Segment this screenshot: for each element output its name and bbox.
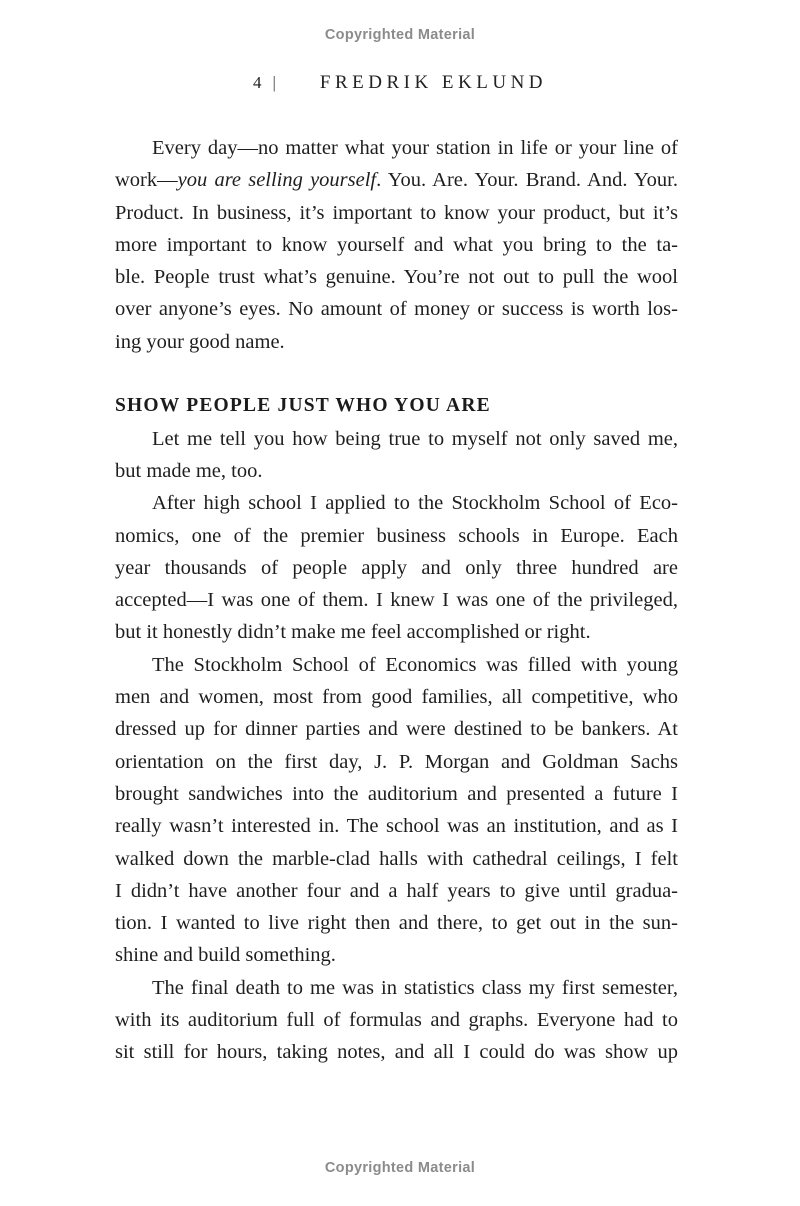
copyright-notice-bottom: Copyrighted Material (324, 1160, 476, 1176)
paragraph (115, 487, 678, 648)
body-line: shine and build something. (115, 944, 336, 967)
body-line: dressed up for dinner parties and were destined to be bankers. At (115, 718, 678, 741)
header-separator: | (272, 73, 276, 92)
body-line: ing your good name. (115, 330, 285, 353)
body-line: The Stockholm School of Economics was filled with young (152, 653, 678, 676)
body-line: sit still for hours, taking notes, and all I could do was show up (115, 1041, 678, 1064)
page-number: 4 (252, 73, 262, 92)
body-line: nomics, one of the premier business schools in Europe. Each (115, 524, 678, 547)
body-line: Product. In business, it’s important to know your product, but it’s (115, 201, 678, 224)
section-heading: SHOW PEOPLE JUST WHO YOU ARE (115, 395, 491, 417)
body-line: more important to know yourself and what you bring to the ta- (115, 233, 678, 256)
running-header (0, 72, 800, 94)
paragraph (115, 132, 678, 358)
paragraph (115, 423, 678, 488)
copyright-notice-top: Copyrighted Material (324, 27, 476, 43)
body-line: orientation on the first day, J. P. Morgan and Goldman Sachs (115, 750, 678, 773)
body-line: I didn’t have another four and a half years to give until gradua- (115, 879, 678, 902)
body-line: walked down the marble-clad halls with cathedral ceilings, I felt (115, 847, 678, 870)
body-text (115, 132, 678, 1069)
body-line: ble. People trust what’s genuine. You’re not out to pull the wool (115, 266, 678, 289)
body-line: over anyone’s eyes. No amount of money or success is worth los- (115, 298, 678, 321)
body-line-segment: work— (115, 169, 178, 192)
paragraph (115, 972, 678, 1069)
body-line: Every day—no matter what your station in life or your line of (152, 137, 678, 159)
body-line: After high school I applied to the Stockholm School of Eco- (152, 492, 678, 515)
body-line: brought sandwiches into the auditorium and presented a future I (115, 782, 678, 805)
body-line: tion. I wanted to live right then and there, to get out in the sun- (115, 912, 678, 935)
body-line: with its auditorium full of formulas and graphs. Everyone had to (115, 1009, 678, 1032)
body-line: The final death to me was in statistics class my first semester, (152, 976, 678, 999)
body-line: men and women, most from good families, all competitive, who (115, 686, 678, 709)
body-line-segment: . You. Are. Your. Brand. And. Your. (376, 169, 678, 192)
body-line: but made me, too. (115, 459, 263, 482)
body-line: but it honestly didn’t make me feel accomplished or right. (115, 621, 591, 644)
body-line: really wasn’t interested in. The school was an institution, and as I (115, 815, 678, 838)
body-line: accepted—I was one of them. I knew I was one of the privileged, (115, 589, 678, 612)
author-name: FREDRIK EKLUND (319, 72, 548, 93)
italic-phrase: you are selling yourself (177, 169, 377, 192)
body-line (115, 164, 678, 196)
body-line: year thousands of people apply and only three hundred are (115, 556, 678, 579)
paragraph (115, 649, 678, 972)
body-line: Let me tell you how being true to myself not only saved me, (152, 427, 678, 450)
